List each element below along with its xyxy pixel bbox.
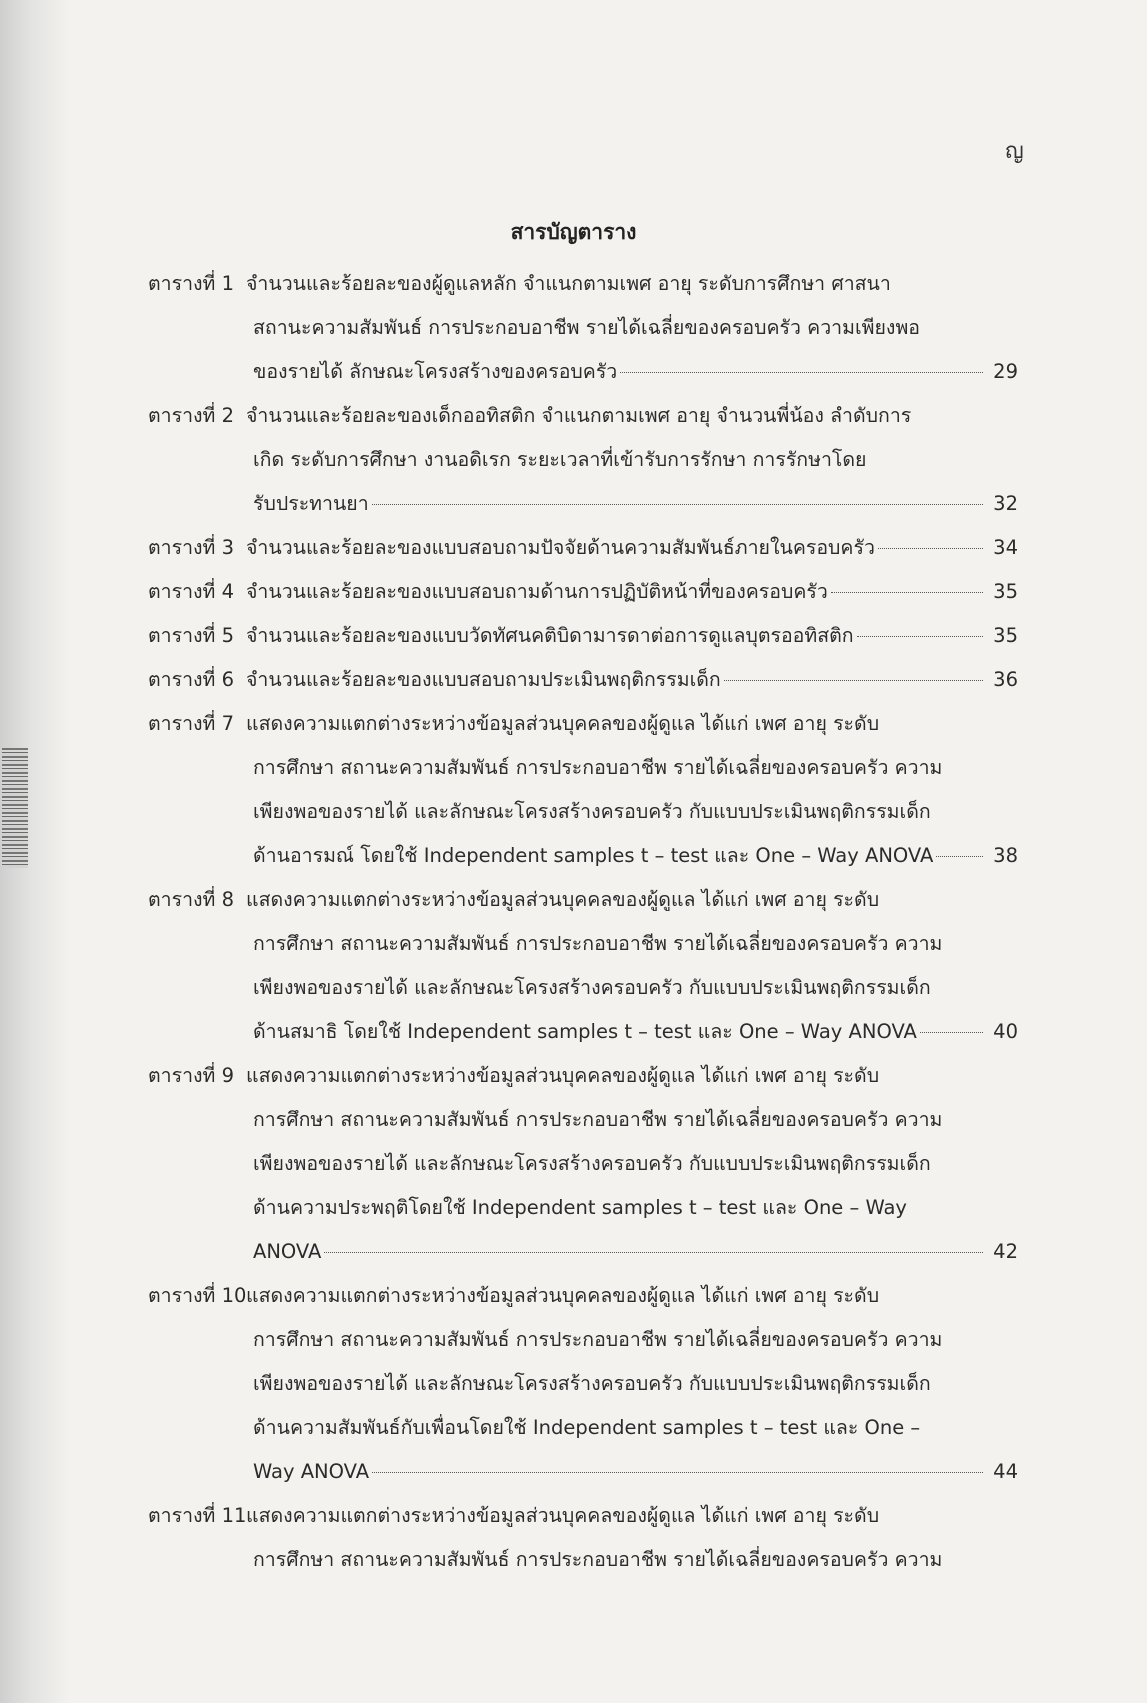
dot-leader bbox=[936, 856, 983, 857]
toc-entry-text: สถานะความสัมพันธ์ การประกอบอาชีพ รายได้เฉลี่ยของครอบครัว ความเพียงพอ bbox=[253, 316, 921, 339]
toc-entry-text: แสดงความแตกต่างระหว่างข้อมูลส่วนบุคคลของผู้ดูแล ได้แก่ เพศ อายุ ระดับ bbox=[246, 1504, 880, 1527]
toc-entry-text: ANOVA bbox=[253, 1240, 322, 1263]
toc-entry-line bbox=[148, 438, 1018, 482]
toc-entry-page: 35 bbox=[993, 580, 1018, 603]
toc-entry[interactable] bbox=[148, 614, 1018, 658]
dot-leader bbox=[620, 372, 983, 373]
toc-entry-text: แสดงความแตกต่างระหว่างข้อมูลส่วนบุคคลของผู้ดูแล ได้แก่ เพศ อายุ ระดับ bbox=[246, 1064, 880, 1087]
toc-entry-line bbox=[148, 834, 1018, 878]
toc-entry-page: 36 bbox=[993, 668, 1018, 691]
toc-entry-text: ด้านความสัมพันธ์กับเพื่อนโดยใช้ Independent samples t – test และ One – bbox=[253, 1416, 921, 1439]
toc-entry-line bbox=[148, 262, 1018, 306]
toc-entry-line bbox=[148, 394, 1018, 438]
toc-entry-line bbox=[148, 658, 1018, 702]
toc-entry-text: จำนวนและร้อยละของเด็กออทิสติก จำแนกตามเพศ อายุ จำนวนพี่น้อง ลำดับการ bbox=[246, 404, 912, 427]
toc-entry-page: 42 bbox=[993, 1240, 1018, 1263]
toc-entry-line bbox=[148, 1230, 1018, 1274]
toc-entry-line bbox=[148, 746, 1018, 790]
toc-entry-text: จำนวนและร้อยละของแบบวัดทัศนคติบิดามารดาต่อการดูแลบุตรออทิสติก bbox=[246, 624, 854, 647]
toc-entry[interactable] bbox=[148, 262, 1018, 394]
toc-entry-line bbox=[148, 306, 1018, 350]
toc-entry-line bbox=[148, 1142, 1018, 1186]
toc-entry-line bbox=[148, 350, 1018, 394]
toc-entry-line bbox=[148, 614, 1018, 658]
toc-entry-label: ตารางที่ 8 bbox=[148, 888, 235, 911]
toc-entry-line bbox=[148, 570, 1018, 614]
table-of-contents bbox=[148, 262, 1018, 1582]
toc-entry-text: การศึกษา สถานะความสัมพันธ์ การประกอบอาชีพ รายได้เฉลี่ยของครอบครัว ความ bbox=[253, 756, 943, 779]
toc-entry-label: ตารางที่ 2 bbox=[148, 404, 235, 427]
toc-entry-line bbox=[148, 878, 1018, 922]
toc-entry-text: ของรายได้ ลักษณะโครงสร้างของครอบครัว bbox=[253, 360, 618, 383]
dot-leader bbox=[372, 1472, 983, 1473]
toc-entry-text: เพียงพอของรายได้ และลักษณะโครงสร้างครอบครัว กับแบบประเมินพฤติกรรมเด็ก bbox=[253, 976, 931, 999]
toc-entry[interactable] bbox=[148, 570, 1018, 614]
toc-entry-line bbox=[148, 1362, 1018, 1406]
toc-entry-label: ตารางที่ 1 bbox=[148, 272, 235, 295]
dot-leader bbox=[920, 1032, 983, 1033]
toc-entry-page: 40 bbox=[993, 1020, 1018, 1043]
dot-leader bbox=[831, 592, 983, 593]
toc-entry-text: แสดงความแตกต่างระหว่างข้อมูลส่วนบุคคลของผู้ดูแล ได้แก่ เพศ อายุ ระดับ bbox=[246, 888, 880, 911]
toc-entry-text: ด้านอารมณ์ โดยใช้ Independent samples t – test และ One – Way ANOVA bbox=[253, 844, 934, 867]
toc-entry-text: ด้านสมาธิ โดยใช้ Independent samples t – test และ One – Way ANOVA bbox=[253, 1020, 917, 1043]
toc-entry[interactable] bbox=[148, 1274, 1018, 1494]
toc-entry-text: จำนวนและร้อยละของแบบสอบถามปัจจัยด้านความสัมพันธ์ภายในครอบครัว bbox=[246, 536, 875, 559]
toc-entry-line bbox=[148, 1274, 1018, 1318]
toc-entry-page: 29 bbox=[993, 360, 1018, 383]
toc-entry-text: ด้านความประพฤติโดยใช้ Independent samples t – test และ One – Way bbox=[253, 1196, 907, 1219]
toc-entry-text: Way ANOVA bbox=[253, 1460, 370, 1483]
toc-entry-label: ตารางที่ 11 bbox=[148, 1504, 247, 1527]
toc-entry-text: การศึกษา สถานะความสัมพันธ์ การประกอบอาชีพ รายได้เฉลี่ยของครอบครัว ความ bbox=[253, 1548, 943, 1571]
toc-entry-label: ตารางที่ 9 bbox=[148, 1064, 235, 1087]
toc-entry-label: ตารางที่ 6 bbox=[148, 668, 235, 691]
toc-entry-page: 34 bbox=[993, 536, 1018, 559]
toc-entry-line bbox=[148, 1186, 1018, 1230]
toc-entry-text: แสดงความแตกต่างระหว่างข้อมูลส่วนบุคคลของผู้ดูแล ได้แก่ เพศ อายุ ระดับ bbox=[246, 1284, 880, 1307]
toc-entry-text: จำนวนและร้อยละของแบบสอบถามประเมินพฤติกรรมเด็ก bbox=[246, 668, 721, 691]
toc-entry-page: 38 bbox=[993, 844, 1018, 867]
toc-entry-line bbox=[148, 1538, 1018, 1582]
toc-entry-label: ตารางที่ 3 bbox=[148, 536, 235, 559]
toc-entry-label: ตารางที่ 7 bbox=[148, 712, 235, 735]
dot-leader bbox=[724, 680, 983, 681]
toc-entry-page: 35 bbox=[993, 624, 1018, 647]
toc-entry[interactable] bbox=[148, 878, 1018, 1054]
toc-entry-page: 44 bbox=[993, 1460, 1018, 1483]
toc-entry[interactable] bbox=[148, 526, 1018, 570]
toc-entry[interactable] bbox=[148, 394, 1018, 526]
dot-leader bbox=[324, 1252, 983, 1253]
toc-entry-line bbox=[148, 1010, 1018, 1054]
toc-entry-line bbox=[148, 966, 1018, 1010]
toc-entry-line bbox=[148, 482, 1018, 526]
toc-entry-line bbox=[148, 1318, 1018, 1362]
toc-entry-line bbox=[148, 922, 1018, 966]
toc-entry-text: การศึกษา สถานะความสัมพันธ์ การประกอบอาชีพ รายได้เฉลี่ยของครอบครัว ความ bbox=[253, 1108, 943, 1131]
toc-entry[interactable] bbox=[148, 1494, 1018, 1582]
page-title: สารบัญตาราง bbox=[510, 220, 637, 244]
toc-entry-label: ตารางที่ 10 bbox=[148, 1284, 247, 1307]
toc-entry-text: เพียงพอของรายได้ และลักษณะโครงสร้างครอบครัว กับแบบประเมินพฤติกรรมเด็ก bbox=[253, 1152, 931, 1175]
toc-entry-label: ตารางที่ 4 bbox=[148, 580, 235, 603]
dot-leader bbox=[372, 504, 983, 505]
toc-entry-line bbox=[148, 1054, 1018, 1098]
dot-leader bbox=[857, 636, 983, 637]
toc-entry-text: จำนวนและร้อยละของผู้ดูแลหลัก จำแนกตามเพศ อายุ ระดับการศึกษา ศาสนา bbox=[246, 272, 891, 295]
toc-entry-label: ตารางที่ 5 bbox=[148, 624, 235, 647]
toc-entry-line bbox=[148, 1098, 1018, 1142]
toc-entry[interactable] bbox=[148, 702, 1018, 878]
barcode-strip bbox=[2, 748, 28, 868]
toc-entry-text: แสดงความแตกต่างระหว่างข้อมูลส่วนบุคคลของผู้ดูแล ได้แก่ เพศ อายุ ระดับ bbox=[246, 712, 880, 735]
toc-entry-line bbox=[148, 1406, 1018, 1450]
toc-entry-text: เพียงพอของรายได้ และลักษณะโครงสร้างครอบครัว กับแบบประเมินพฤติกรรมเด็ก bbox=[253, 800, 931, 823]
toc-entry-text: เกิด ระดับการศึกษา งานอดิเรก ระยะเวลาที่เข้ารับการรักษา การรักษาโดย bbox=[253, 448, 867, 471]
toc-entry-text: รับประทานยา bbox=[253, 492, 369, 515]
toc-entry-text: เพียงพอของรายได้ และลักษณะโครงสร้างครอบครัว กับแบบประเมินพฤติกรรมเด็ก bbox=[253, 1372, 931, 1395]
toc-entry[interactable] bbox=[148, 658, 1018, 702]
toc-entry-text: การศึกษา สถานะความสัมพันธ์ การประกอบอาชีพ รายได้เฉลี่ยของครอบครัว ความ bbox=[253, 932, 943, 955]
toc-entry-line bbox=[148, 1494, 1018, 1538]
toc-entry-line bbox=[148, 702, 1018, 746]
page-number: ญ bbox=[1005, 139, 1024, 164]
toc-entry-page: 32 bbox=[993, 492, 1018, 515]
toc-entry-line bbox=[148, 526, 1018, 570]
toc-entry-line bbox=[148, 1450, 1018, 1494]
toc-entry-text: จำนวนและร้อยละของแบบสอบถามด้านการปฏิบัติหน้าที่ของครอบครัว bbox=[246, 580, 828, 603]
dot-leader bbox=[878, 548, 983, 549]
toc-entry-line bbox=[148, 790, 1018, 834]
toc-entry[interactable] bbox=[148, 1054, 1018, 1274]
toc-entry-text: การศึกษา สถานะความสัมพันธ์ การประกอบอาชีพ รายได้เฉลี่ยของครอบครัว ความ bbox=[253, 1328, 943, 1351]
